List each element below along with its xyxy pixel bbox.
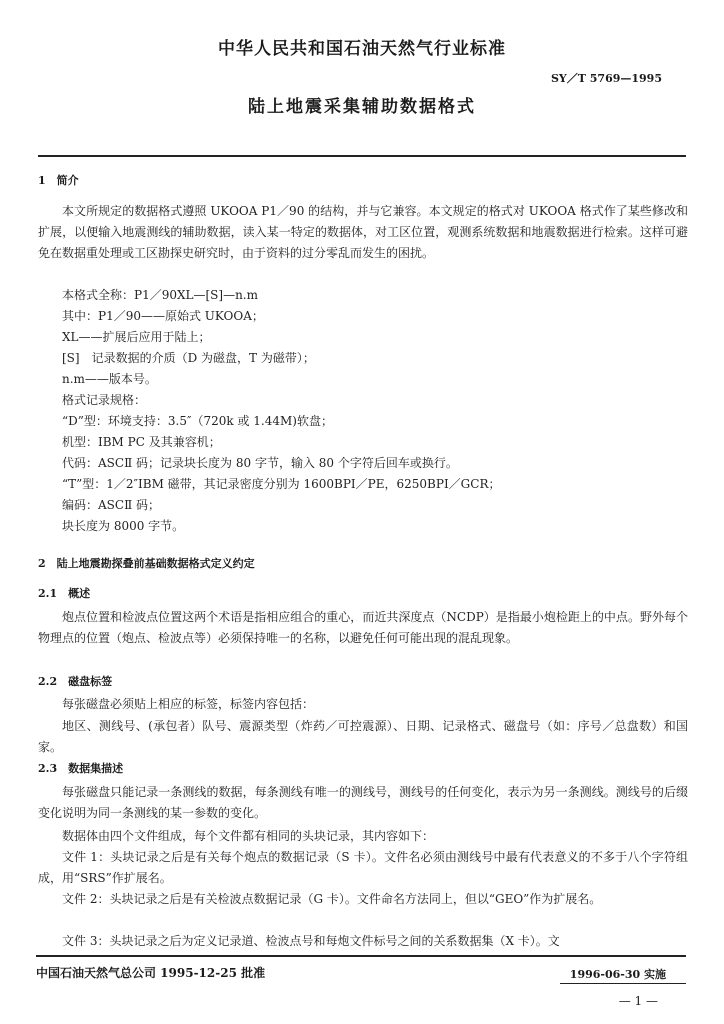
section-2-1-paragraph: 炮点位置和检波点位置这两个术语是指相应组合的重心，而近共深度点（NCDP）是指最小炮检距上的中点。野外每个物理点的位置（炮点、检波点等）必须保持唯一的名称，以避免任何可能出现的混乱现象。 <box>38 610 688 645</box>
section-2-3-line: 数据体由四个文件组成，每个文件都有相同的头块记录，其内容如下： <box>62 829 435 843</box>
section-2-heading: 2 陆上地震勘探叠前基础数据格式定义约定 <box>38 557 255 570</box>
list-item: XL——扩展后应用于陆上； <box>62 330 211 344</box>
section-2-3-heading: 2.3 数据集描述 <box>38 762 124 775</box>
list-item: 块长度为 8000 字节。 <box>62 519 185 533</box>
section-2-1-heading: 2.1 概述 <box>38 587 91 600</box>
list-item: 其中：P1／90——原始式 UKOOA； <box>62 309 264 323</box>
list-item: n.m——版本号。 <box>62 372 157 386</box>
footer-underline <box>560 983 686 984</box>
header-divider <box>38 155 686 157</box>
file-3-description: 文件 3：头块记录之后为定义记录道、检波点号和每炮文件标号之间的关系数据集（X 卡）。文 <box>62 934 560 948</box>
list-item: [S] 记录数据的介质（D 为磁盘，T 为磁带）； <box>62 351 315 365</box>
list-item: 机型：IBM PC 及其兼容机； <box>62 435 221 449</box>
file-2-description: 文件 2：头块记录之后是有关检波点数据记录（G 卡）。文件命名方法同上，但以“GEO”作为扩展名。 <box>62 892 602 906</box>
section-2-2-line: 每张磁盘必须贴上相应的标签，标签内容包括： <box>62 697 315 711</box>
section-2-2-heading: 2.2 磁盘标签 <box>38 675 113 688</box>
list-item: 代码：ASCⅡ 码；记录块长度为 80 字节，输入 80 个字符后回车或换行。 <box>62 456 458 470</box>
list-item: 格式记录规格： <box>62 393 147 407</box>
list-item: 本格式全称：P1／90XL—[S]—n.m <box>62 288 258 302</box>
industry-standard-header: 中华人民共和国石油天然气行业标准 <box>218 39 506 59</box>
section-2-3-paragraph: 每张磁盘只能记录一条测线的数据，每条测线有唯一的测线号，测线号的任何变化，表示为另一条测线。测线号的后缀变化说明为同一条测线的某一参数的变化。 <box>38 785 688 820</box>
footer-divider <box>36 955 686 957</box>
section-1-paragraph: 本文所规定的数据格式遵照 UKOOA P1／90 的结构，并与它兼容。本文规定的格式对 UKOOA 格式作了某些修改和扩展，以便输入地震测线的辅助数据，读入某一特定的数据体，对工区位置，观测系统数据和地震数据进行检索。这样可避免在数据重处理或工区勘探史研究时，由于资料的过分零乱而发生的困扰。 <box>38 204 688 260</box>
page-number: — 1 — <box>618 994 658 1008</box>
list-item: “T”型：1／2″IBM 磁带，其记录密度分别为 1600BPI／PE，6250BPI／GCR； <box>62 477 501 491</box>
standard-code: SY／T 5769—1995 <box>550 72 662 85</box>
list-item: “D”型：环境支持：3.5″（720k 或 1.44M)软盘； <box>62 414 333 428</box>
approval-note: 中国石油天然气总公司 1995-12-25 批准 <box>36 966 266 980</box>
section-1-heading: 1 简介 <box>38 174 79 187</box>
list-item: 编码：ASCⅡ 码； <box>62 498 161 512</box>
section-2-2-paragraph: 地区、测线号、(承包者）队号、震源类型（炸药／可控震源）、日期、记录格式、磁盘号（如：序号／总盘数）和国家。 <box>38 719 688 754</box>
file-1-description: 文件 1：头块记录之后是有关每个炮点的数据记录（S 卡）。文件名必须由测线号中最有代表意义的不多于八个字符组成，用“SRS”作扩展名。 <box>38 850 688 885</box>
page-title: 陆上地震采集辅助数据格式 <box>248 97 476 117</box>
implementation-date: 1996-06-30 实施 <box>569 968 666 981</box>
